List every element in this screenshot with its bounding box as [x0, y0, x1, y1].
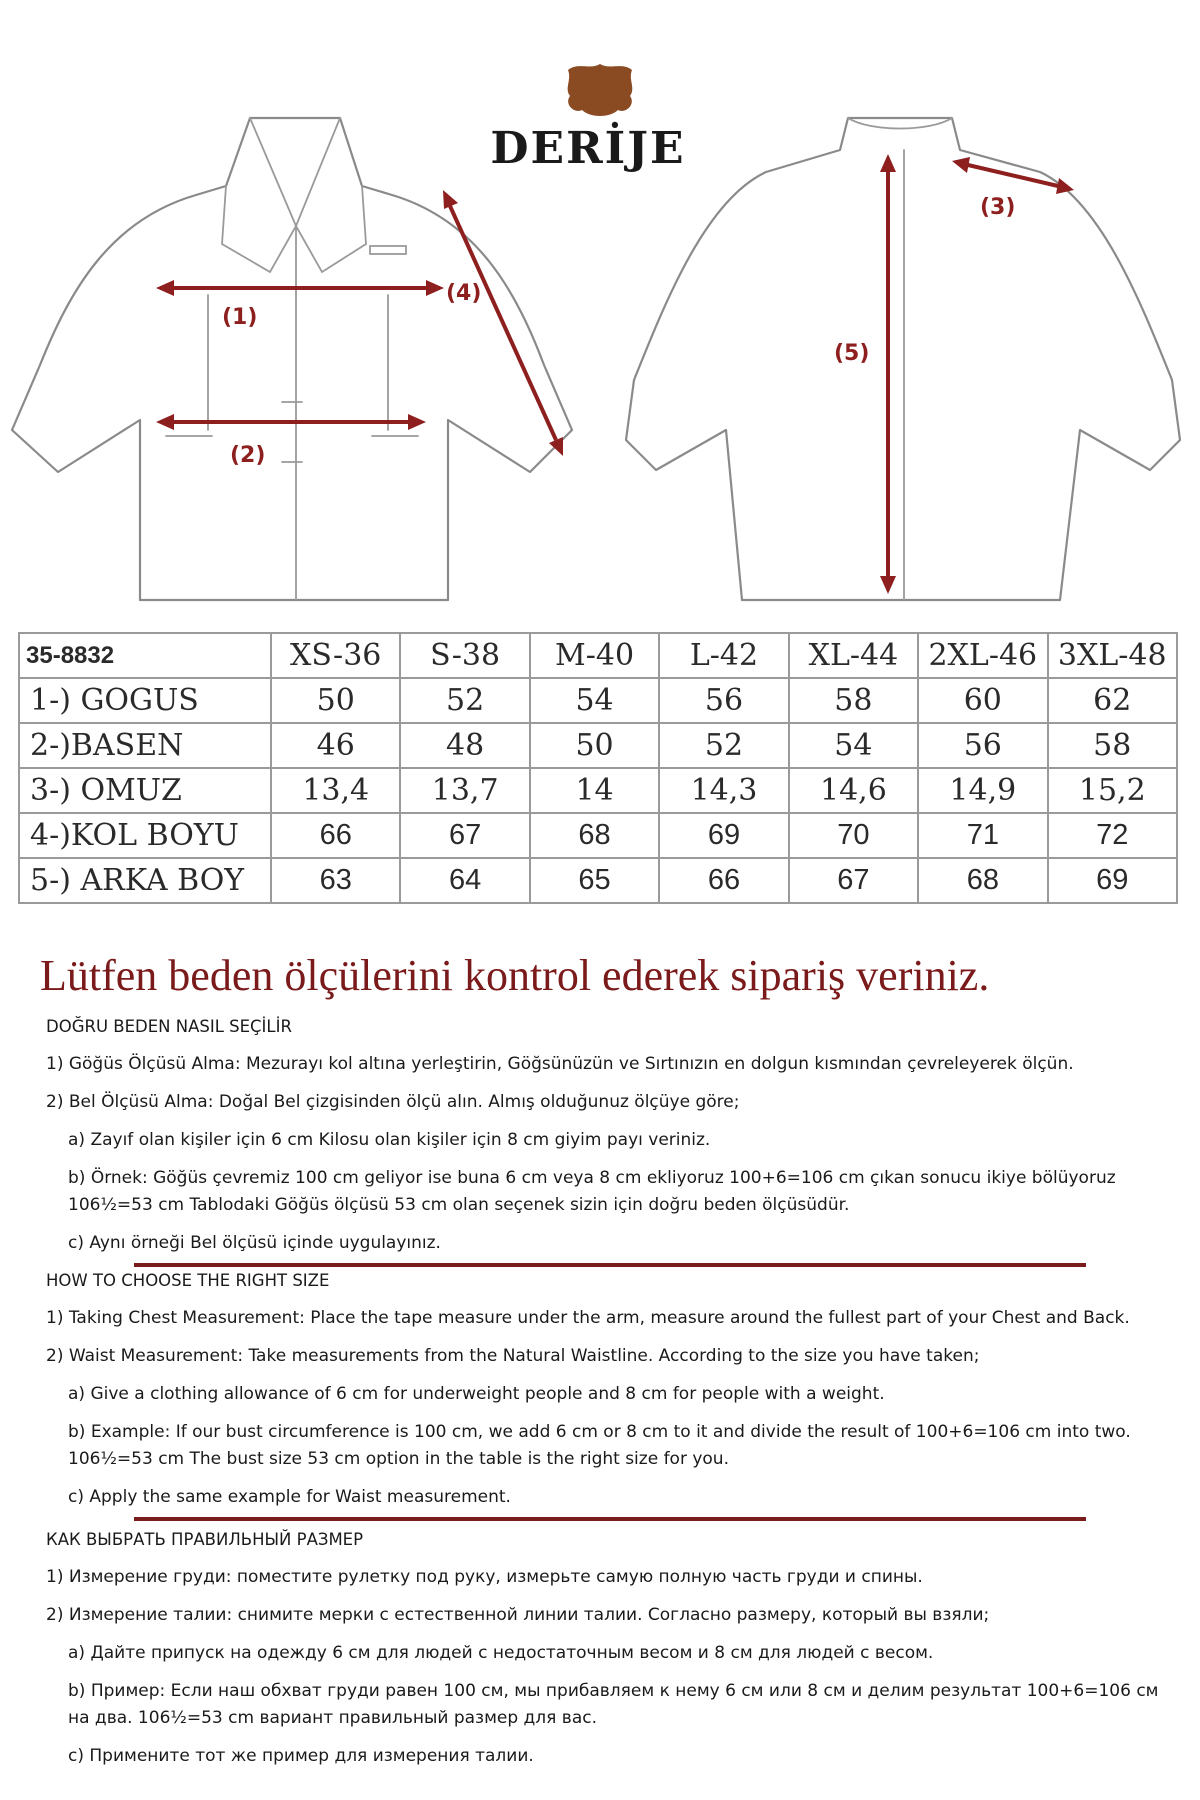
guide-step-chest: 1) Göğüs Ölçüsü Alma: Mezurayı kol altına yerleştirin, Göğsünüzün ve Sırtınızın en dolgun kısmından çevreleyerek ölçün.	[46, 1054, 1074, 1074]
table-cell: 62	[1048, 678, 1177, 723]
table-row	[19, 723, 1177, 768]
table-cell: 63	[271, 858, 400, 903]
guide-step-c: c) Примените тот же пример для измерения талии.	[68, 1746, 534, 1766]
section-divider	[134, 1517, 1086, 1521]
table-row	[19, 768, 1177, 813]
table-cell: 66	[271, 813, 400, 858]
table-cell: 48	[400, 723, 529, 768]
size-chart-table	[18, 632, 1178, 904]
table-cell: 68	[530, 813, 659, 858]
table-cell: 69	[659, 813, 788, 858]
table-cell: 60	[918, 678, 1047, 723]
jacket-front-outline	[12, 118, 572, 600]
guide-heading: КАК ВЫБРАТЬ ПРАВИЛЬНЫЙ РАЗМЕР	[46, 1530, 364, 1549]
guide-step-b: b) Örnek: Göğüs çevremiz 100 cm geliyor ise buna 6 cm veya 8 cm ekliyoruz 100+6=106 cm çıkan sonucu ikiye bölüyoruz 106½=53 cm Tablodaki Göğüs ölçüsü 53 cm olan seçenek sizin için doğru beden ölçüsüdür.	[68, 1168, 1116, 1215]
table-cell: 58	[1048, 723, 1177, 768]
guide-heading: HOW TO CHOOSE THE RIGHT SIZE	[46, 1271, 330, 1290]
row-label-back-length: 5-) ARKA BOY	[19, 858, 271, 903]
order-notice: Lütfen beden ölçülerini kontrol ederek sipariş veriniz.	[40, 951, 990, 1000]
table-cell: 68	[918, 858, 1047, 903]
guide-step-waist: 2) Измерение талии: снимите мерки с естественной линии талии. Согласно размеру, который вы взяли;	[46, 1605, 990, 1625]
guide-step-b: b) Пример: Если наш обхват груди равен 100 см, мы прибавляем к нему 6 см или 8 см и делим результат 100+6=106 см на два. 106½=53 cm вариант правильный размер для вас.	[68, 1681, 1159, 1728]
table-cell: 14,6	[789, 768, 918, 813]
product-code: 35-8832	[19, 633, 271, 678]
hip-measurement-arrow	[156, 414, 426, 430]
guide-step-chest: 1) Измерение груди: поместите рулетку под руку, измерьте самую полную часть груди и спины.	[46, 1567, 923, 1587]
table-row	[19, 813, 1177, 858]
table-cell: 65	[530, 858, 659, 903]
chest-measurement-arrow	[156, 280, 444, 296]
table-cell: 52	[400, 678, 529, 723]
table-cell: 46	[271, 723, 400, 768]
measure-label-4: (4)	[446, 281, 482, 306]
measure-label-3: (3)	[980, 195, 1016, 220]
size-column-header: 2XL-46	[918, 633, 1047, 678]
table-cell: 58	[789, 678, 918, 723]
table-cell: 52	[659, 723, 788, 768]
guide-step-a: a) Zayıf olan kişiler için 6 cm Kilosu olan kişiler için 8 cm giyim payı veriniz.	[68, 1130, 711, 1150]
table-cell: 71	[918, 813, 1047, 858]
size-column-header: S-38	[400, 633, 529, 678]
table-cell: 67	[400, 813, 529, 858]
back-length-measurement-arrow	[880, 154, 896, 594]
table-cell: 15,2	[1048, 768, 1177, 813]
table-cell: 69	[1048, 858, 1177, 903]
brand-name: DERİJE	[490, 123, 686, 174]
shoulder-measurement-arrow	[952, 157, 1074, 194]
table-cell: 14,3	[659, 768, 788, 813]
table-cell: 13,4	[271, 768, 400, 813]
table-cell: 56	[918, 723, 1047, 768]
table-cell: 67	[789, 858, 918, 903]
measure-label-5: (5)	[834, 341, 870, 366]
size-column-header: M-40	[530, 633, 659, 678]
sleeve-measurement-arrow	[443, 190, 563, 456]
size-column-header: L-42	[659, 633, 788, 678]
jacket-measurement-diagram	[0, 0, 1200, 620]
table-cell: 14,9	[918, 768, 1047, 813]
leather-hide-icon	[568, 64, 633, 116]
guide-step-a: a) Give a clothing allowance of 6 cm for underweight people and 8 cm for people with a weight.	[68, 1384, 885, 1404]
size-header-row	[19, 633, 1177, 678]
row-label-shoulder: 3-) OMUZ	[19, 768, 271, 813]
guide-step-c: c) Apply the same example for Waist measurement.	[68, 1487, 511, 1507]
size-column-header: XL-44	[789, 633, 918, 678]
table-cell: 70	[789, 813, 918, 858]
table-cell: 13,7	[400, 768, 529, 813]
section-divider	[134, 1263, 1086, 1267]
guide-russian	[46, 1527, 1166, 1770]
guide-english	[46, 1268, 1166, 1511]
guide-step-a: a) Дайте припуск на одежду 6 см для людей с недостаточным весом и 8 см для людей с весом.	[68, 1643, 934, 1663]
table-cell: 56	[659, 678, 788, 723]
table-cell: 50	[271, 678, 400, 723]
guide-turkish	[46, 1014, 1166, 1257]
table-cell: 50	[530, 723, 659, 768]
guide-step-chest: 1) Taking Chest Measurement: Place the tape measure under the arm, measure around the fullest part of your Chest and Back.	[46, 1308, 1130, 1328]
guide-step-c: c) Aynı örneği Bel ölçüsü içinde uygulayınız.	[68, 1233, 441, 1253]
guide-step-waist: 2) Bel Ölçüsü Alma: Doğal Bel çizgisinden ölçü alın. Almış olduğunuz ölçüye göre;	[46, 1092, 740, 1112]
table-cell: 54	[789, 723, 918, 768]
table-cell: 64	[400, 858, 529, 903]
row-label-hip: 2-)BASEN	[19, 723, 271, 768]
table-cell: 54	[530, 678, 659, 723]
table-row	[19, 678, 1177, 723]
guide-step-waist: 2) Waist Measurement: Take measurements from the Natural Waistline. According to the size you have taken;	[46, 1346, 980, 1366]
size-column-header: 3XL-48	[1048, 633, 1177, 678]
row-label-chest: 1-) GOGUS	[19, 678, 271, 723]
guide-heading: DOĞRU BEDEN NASIL SEÇİLİR	[46, 1017, 292, 1036]
table-cell: 72	[1048, 813, 1177, 858]
table-cell: 14	[530, 768, 659, 813]
row-label-sleeve: 4-)KOL BOYU	[19, 813, 271, 858]
table-row	[19, 858, 1177, 903]
size-column-header: XS-36	[271, 633, 400, 678]
measure-label-2: (2)	[230, 443, 266, 468]
table-cell: 66	[659, 858, 788, 903]
guide-step-b: b) Example: If our bust circumference is 100 cm, we add 6 cm or 8 cm to it and divide the result of 100+6=106 cm into two. 106½=53 cm The bust size 53 cm option in the table is the right size for you.	[68, 1422, 1131, 1469]
measure-label-1: (1)	[222, 305, 258, 330]
jacket-back-outline	[626, 118, 1180, 600]
